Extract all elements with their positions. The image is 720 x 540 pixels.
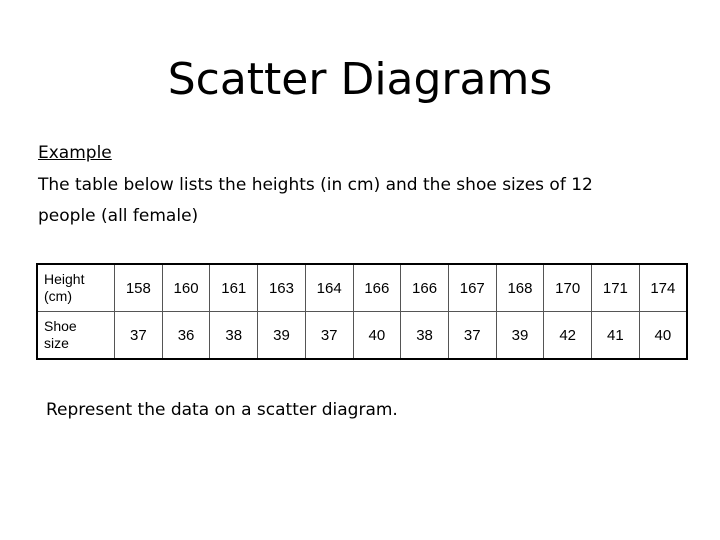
- table-cell: 41: [592, 312, 640, 360]
- table-cell: 167: [448, 264, 496, 312]
- table-row-shoe-size: [37, 312, 687, 360]
- table-row-height: [37, 264, 687, 312]
- table-cell: 39: [258, 312, 306, 360]
- data-table: [36, 263, 688, 360]
- table-cell: 37: [115, 312, 163, 360]
- table-cell: 164: [305, 264, 353, 312]
- table-cell: 163: [258, 264, 306, 312]
- slide-title: Scatter Diagrams: [167, 54, 553, 105]
- table-cell: 168: [496, 264, 544, 312]
- table-cell: 42: [544, 312, 592, 360]
- table-cell: 38: [401, 312, 449, 360]
- table-cell: 39: [496, 312, 544, 360]
- table-cell: 37: [448, 312, 496, 360]
- row-label-height: [37, 264, 115, 312]
- instruction-text: Represent the data on a scatter diagram.: [46, 400, 398, 420]
- table-cell: 166: [353, 264, 401, 312]
- row-label-line: Shoe: [44, 318, 77, 334]
- table-cell: 158: [115, 264, 163, 312]
- table-cell: 40: [353, 312, 401, 360]
- table-cell: 171: [592, 264, 640, 312]
- table-cell: 166: [401, 264, 449, 312]
- example-label: Example: [38, 143, 112, 163]
- row-label-line: (cm): [44, 288, 72, 304]
- row-label-line: Height: [44, 271, 85, 287]
- row-label-line: size: [44, 335, 69, 351]
- table-cell: 38: [210, 312, 258, 360]
- description-line-1: The table below lists the heights (in cm) and the shoe sizes of 12: [38, 175, 593, 195]
- table-cell: 37: [305, 312, 353, 360]
- table-cell: 161: [210, 264, 258, 312]
- table-cell: 174: [639, 264, 687, 312]
- table-cell: 170: [544, 264, 592, 312]
- table-cell: 160: [162, 264, 210, 312]
- table-cell: 36: [162, 312, 210, 360]
- description-line-2: people (all female): [38, 206, 199, 226]
- table-cell: 40: [639, 312, 687, 360]
- row-label-shoe-size: [37, 312, 115, 360]
